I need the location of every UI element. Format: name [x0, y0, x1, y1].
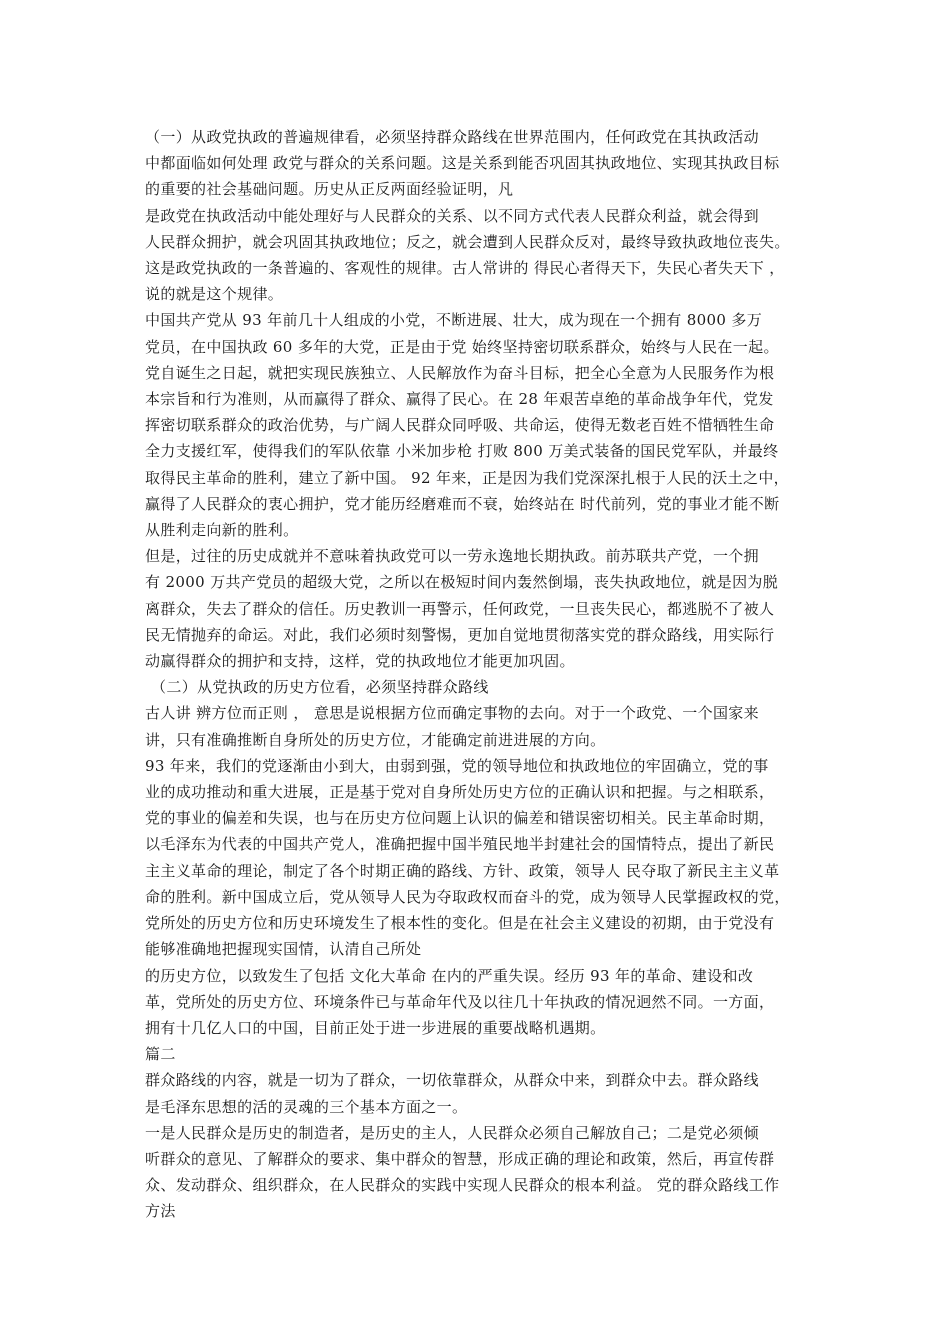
text-line: 以毛泽东为代表的中国共产党人，准确把握中国半殖民地半封建社会的国情特点，提出了新民	[145, 835, 775, 854]
paragraph-3	[145, 307, 810, 543]
text-line: 全力支援红军，使得我们的军队依靠 小米加步枪 打败 800 万美式装备的国民党军队，并最终	[145, 442, 779, 461]
text-line: 业的成功推动和重大进展，正是基于党对自身所处历史方位的正确认识和把握。与之相联系，	[145, 783, 775, 802]
paragraph-1	[145, 124, 810, 203]
text-line: 群众路线的内容，就是一切为了群众，一切依靠群众，从群众中来，到群众中去。群众路线	[145, 1071, 760, 1090]
text-line: 党员，在中国执政 60 多年的大党，正是由于党 始终坚持密切联系群众，始终与人民在一起。	[145, 337, 779, 356]
text-line: 党自诞生之日起，就把实现民族独立、人民解放作为奋斗目标，把全心全意为人民服务作为根	[145, 363, 775, 382]
text-line: 革，党所处的历史方位、环境条件已与革命年代及以往几十年执政的情况迥然不同。一方面，	[145, 992, 775, 1011]
paragraph-6	[145, 700, 810, 752]
text-line: 中都面临如何处理 政党与群众的关系问题。这是关系到能否巩固其执政地位、实现其执政目标	[145, 154, 780, 173]
section-label	[145, 1041, 810, 1067]
text-line: 93 年来，我们的党逐渐由小到大，由弱到强，党的领导地位和执政地位的牢固确立，党的事	[145, 756, 769, 775]
section-heading	[145, 674, 810, 700]
text-line: 从胜利走向新的胜利。	[145, 521, 299, 540]
text-line: 众、发动群众、组织群众，在人民群众的实践中实现人民群众的根本利益。 党的群众路线工作	[145, 1176, 780, 1195]
text-line: 赢得了人民群众的衷心拥护，党才能历经磨难而不衰，始终站在 时代前列，党的事业才能不断	[145, 494, 780, 513]
text-line: 说的就是这个规律。	[145, 285, 284, 304]
document-page	[145, 124, 810, 1225]
text-line: 有 2000 万共产党员的超级大党，之所以在极短时间内轰然倒塌，丧失执政地位，就是因为脱	[145, 573, 779, 592]
text-line: （一）从政党执政的普遍规律看，必须坚持群众路线在世界范围内，任何政党在其执政活动	[145, 128, 760, 146]
text-line: 篇二	[145, 1045, 176, 1064]
text-line: 离群众，失去了群众的信任。历史教训一再警示，任何政党，一旦丧失民心，都逃脱不了被人	[145, 599, 775, 618]
text-line: 民无情抛弃的命运。对此，我们必须时刻警惕，更加自觉地贯彻落实党的群众路线，用实际行	[145, 625, 775, 644]
text-line: 中国共产党从 93 年前几十人组成的小党，不断进展、壮大，成为现在一个拥有 8000 多万	[145, 311, 763, 330]
text-line: 的重要的社会基础问题。历史从正反两面经验证明，凡	[145, 180, 514, 199]
paragraph-7	[145, 753, 810, 963]
text-line: 这是政党执政的一条普遍的、客观性的规律。古人常讲的 得民心者得天下，失民心者失天下 ，	[145, 259, 785, 278]
text-line: 的历史方位，以致发生了包括 文化大革命 在内的严重失误。经历 93 年的革命、建设和改	[145, 966, 754, 985]
paragraph-2	[145, 203, 810, 308]
paragraph-11	[145, 1120, 810, 1225]
text-line: 挥密切联系群众的政治优势，与广阔人民群众同呼吸、共命运，使得无数老百姓不惜牺牲生命	[145, 416, 775, 435]
text-line: 主主义革命的理论，制定了各个时期正确的路线、方针、政策，领导人 民夺取了新民主主义革	[145, 861, 780, 880]
text-line: 人民群众拥护，就会巩固其执政地位；反之，就会遭到人民群众反对，最终导致执政地位丧失。	[145, 232, 790, 251]
text-line: 取得民主革命的胜利，建立了新中国。 92 年来，正是因为我们党深深扎根于人民的沃土之中，	[145, 468, 790, 487]
text-line: 是毛泽东思想的活的灵魂的三个基本方面之一。	[145, 1097, 468, 1116]
text-line: （二）从党执政的历史方位看，必须坚持群众路线	[151, 678, 489, 697]
text-line: 本宗旨和行为准则，从而赢得了群众、赢得了民心。在 28 年艰苦卓绝的革命战争年代，党发	[145, 390, 774, 409]
text-line: 命的胜利。新中国成立后，党从领导人民为夺取政权而奋斗的党，成为领导人民掌握政权的党，	[145, 887, 790, 906]
text-line: 一是人民群众是历史的制造者，是历史的主人，人民群众必须自己解放自己；二是党必须倾	[145, 1123, 760, 1142]
text-line: 党所处的历史方位和历史环境发生了根本性的变化。但是在社会主义建设的初期，由于党没有	[145, 914, 775, 933]
text-line: 能够准确地把握现实国情，认清自己所处	[145, 940, 422, 959]
paragraph-10	[145, 1067, 810, 1119]
text-line: 是政党在执政活动中能处理好与人民群众的关系、以不同方式代表人民群众利益，就会得到	[145, 206, 760, 225]
text-line: 古人讲 辨方位而正则 ， 意思是说根据方位而确定事物的去向。对于一个政党、一个国家来	[145, 704, 760, 723]
paragraph-8	[145, 963, 810, 1042]
text-line: 听群众的意见、了解群众的要求、集中群众的智慧，形成正确的理论和政策，然后，再宣传群	[145, 1149, 775, 1168]
text-line: 拥有十几亿人口的中国，目前正处于进一步进展的重要战略机遇期。	[145, 1018, 606, 1037]
text-line: 党的事业的偏差和失误，也与在历史方位问题上认识的偏差和错误密切相关。民主革命时期，	[145, 809, 775, 828]
text-line: 动赢得群众的拥护和支持，这样，党的执政地位才能更加巩固。	[145, 652, 575, 671]
text-line: 但是，过往的历史成就并不意味着执政党可以一劳永逸地长期执政。前苏联共产党，一个拥	[145, 547, 760, 566]
text-line: 方法	[145, 1202, 176, 1221]
text-line: 讲，只有准确推断自身所处的历史方位，才能确定前进进展的方向。	[145, 730, 606, 749]
paragraph-4	[145, 543, 810, 674]
